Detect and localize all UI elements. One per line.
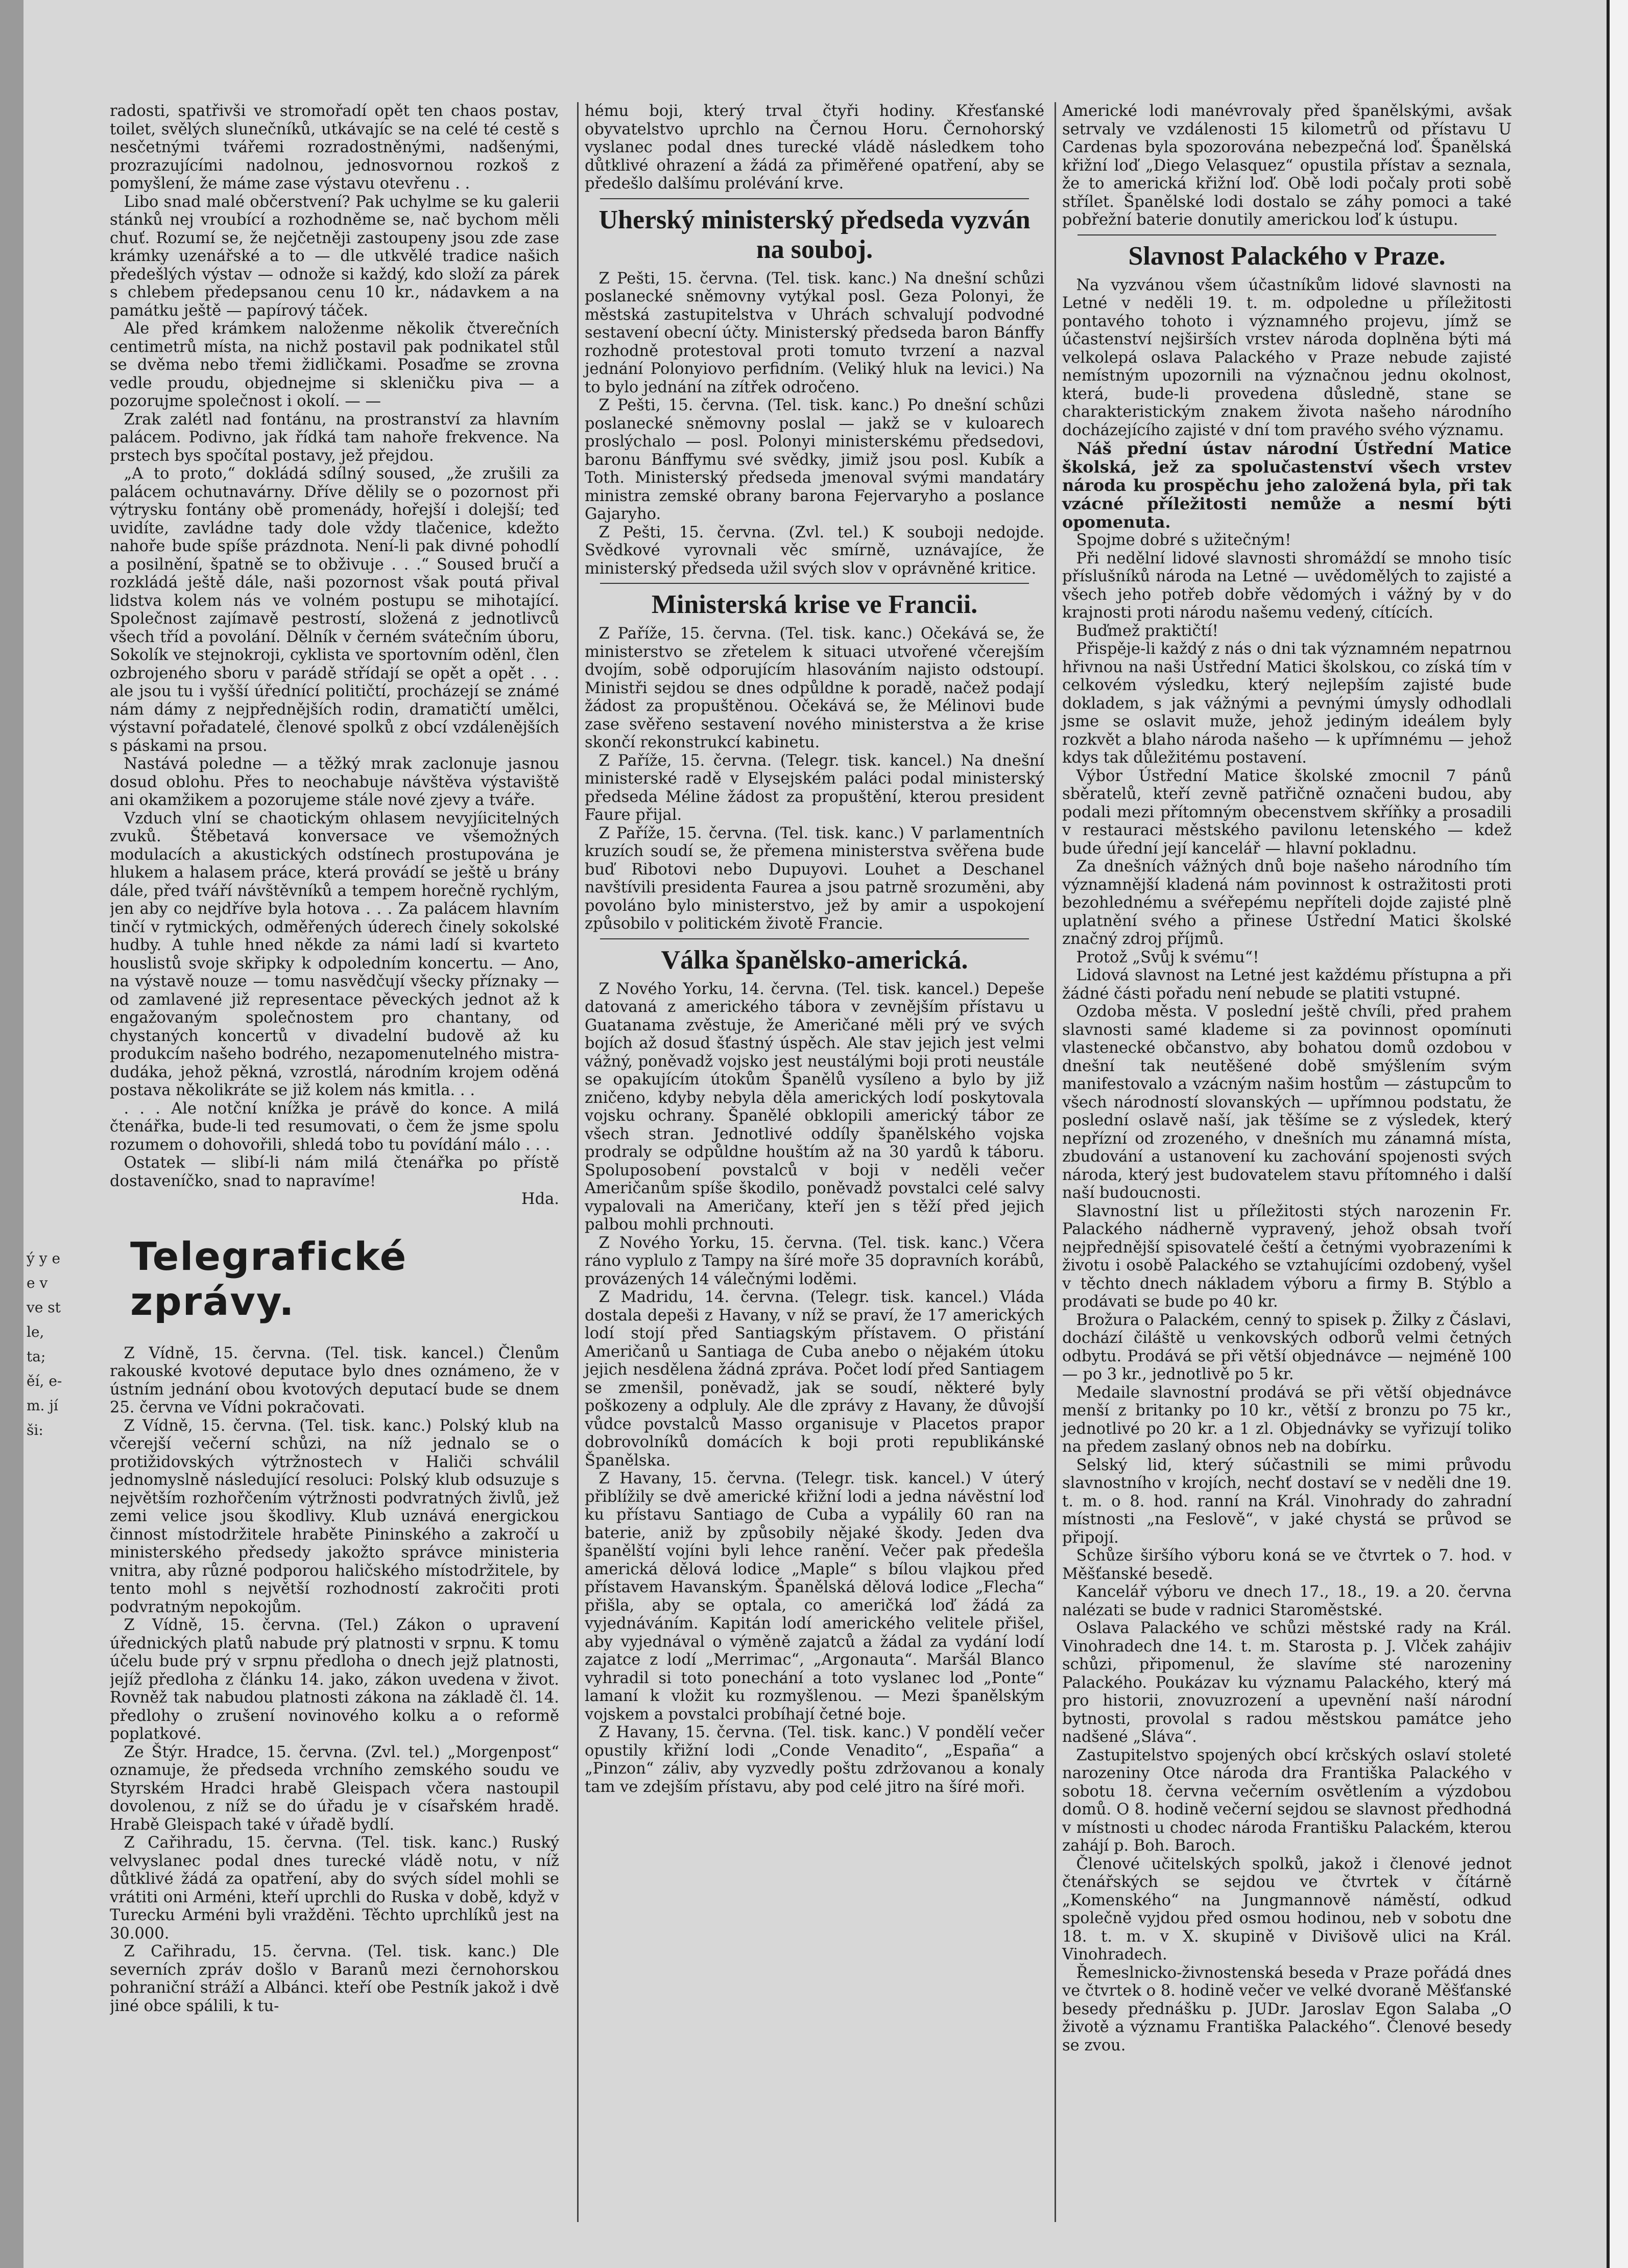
article-headline: Válka španělsko-americká. <box>661 945 968 975</box>
news-item: Z Havany, 15. června. (Telegr. tisk. kancel.) V úterý přiblížily se dvě americké křižní lodi a jedna návěstní loď ku přístavu Santiago de Cuba a vypálily 60 ran na baterie, aniž by způsobily nějaké škody. Jeden dva španělští vojíni byli lehce ranění. Večer pak předešla americká dělová lodice „Maple“ s bílou vlajkou před přístavem Havanským. Španělská dělová lodice „Flecha“ přišla, aby se optala, co američká loď žádá za vyjednáváním. Kapitán lodí amerického velitele přišel, aby vyjednával o výměně zajatců a žádal za vydání lodí zajatce z lodí „Merrimac“, „Argonauta“. Maršál Blanco vyhradil si toto ponechání a toto vyslanec lod „Ponte“ lamaní k vložit ku rozmyšlenou. — Mezi španělským vojskem a povstalci probíhají četné boje. <box>585 1470 1044 1723</box>
article-headline: Uherský ministerský předseda vyzván na souboj. <box>598 205 1031 264</box>
paragraph: Ostatek — slibí-li nám milá čtenářka po přístě dostaveníčko, snad to napravíme! <box>110 1154 559 1190</box>
scan-right-edge <box>1607 0 1628 2268</box>
divider <box>600 198 1029 199</box>
column-1 <box>110 102 559 2222</box>
news-item: Z Vídně, 15. června. (Tel.) Zákon o upravení úřednických platů nabude prý platnosti v srpnu. K tomu účelu bude prý v srpnu předloha o dnech jejž platnosti, jejíž předloha z článku 14. jako, zákon uvedena v život. Rovněž tak nabudou platnosti zákona na základě čl. 14. předlohy o zrušení novinového kolku a o reformě poplatkové. <box>110 1616 559 1743</box>
news-item: Z Pešti, 15. června. (Zvl. tel.) K souboji nedojde. Svědkové vyrovnali věc smírně, uznávajíce, že ministerský předseda užil svých slov v oprávněné kritice. <box>585 523 1044 578</box>
news-item: Kancelář výboru ve dnech 17., 18., 19. a 20. června nalézati se bude v radnici Staroměstské. <box>1062 1583 1512 1619</box>
news-item: Z Cařihradu, 15. června. (Tel. tisk. kanc.) Ruský velvyslanec podal dnes turecké vládě notu, v níž důtklivé žádá za opatření, aby do svých sídel mohli se vrátiti oni Arméni, kteří uprchli do Ruska v době, když v Turecku Arméni byli vražděni. Těchto uprchlíků jest na 30.000. <box>110 1834 559 1943</box>
divider <box>600 938 1029 939</box>
article-headline: Slavnost Palackého v Praze. <box>1128 241 1446 271</box>
paragraph: Americké lodi manévrovaly před španělskými, avšak setrvaly ve vzdálenosti 15 kilometrů od přístavu U Cardenas byla spozorována nebezpečná loď. Španělská křižní loď „Diego Velasquez“ opustila přístav a seznala, že to americká křižní loď. Obě lodi počaly proti sobě střílet. Španělské lodi dostalo se záhy pomoci a také pobřežní baterie donutily americkou loď k ústupu. <box>1062 102 1512 229</box>
news-item: Z Cařihradu, 15. června. (Tel. tisk. kanc.) Dle severních zpráv došlo v Baranů mezi černohorskou pohraniční stráží a Albánci. kteří obe Pestník jakož i dvě jiné obce spálili, k tu- <box>110 1943 559 2015</box>
margin-marks: ý y e e v ve st le, ta; ěí, e-m. jí ši: <box>27 1250 62 1438</box>
column-2 <box>577 102 1044 2222</box>
scan-left-edge <box>0 0 23 2268</box>
news-item: Oslava Palackého ve schůzi městské rady na Král. Vinohradech dne 14. t. m. Starosta p. J. Vlček zahájiv schůzi, připomenul, že slavíme sté narozeniny Palackého. Poukázav ku významu Palackého, který má pro historii, znovuzrození a upevnění naší národní bytnosti, provolal s radou městskou památce jeho nadšené „Sláva“. <box>1062 1619 1512 1746</box>
paragraph: Přispěje-li každý z nás o dni tak významném nepatrnou hřivnou na naši Ústřední Matici školskou, co získá tím v celkovém výsledku, který nejlepším zajisté bude dokladem, s jak vážnými a pevnými úmysly odhodlali jsme se oslavit muže, jehož jediným ideálem byly rozkvět a blaho národa našeho — k upřímnému — jehož kdys tak důležitému postavení. <box>1062 640 1512 767</box>
section-headline: Telegrafické zprávy. <box>130 1233 408 1324</box>
paragraph: Při nedělní lidové slavnosti shromáždí se mnoho tisíc příslušníků národa na Letné — uvědomělých to zajisté a všech jeho potřeb dobře vědomých i vážný by v do krajnosti proti národu našemu vedený, cítících. <box>1062 549 1512 622</box>
paragraph: Protož „Svůj k svému“! <box>1076 948 1259 966</box>
paragraph: Ale před krámkem naloženme několik čtverečních centimetrů místa, na nichž postavil pak podnikatel stůl se dvěma nebo třemi židličkami. Posaďme se zrovna vedle proudu, objednejme si skleničku piva — a pozorujme společnost i okolí. — — <box>110 320 559 410</box>
paragraph: Zrak zalétl nad fontánu, na prostranství za hlavním palácem. Podivno, jak řídká tam nahoře frekvence. Na prstech bys spočítal postavy, jež přejdou. <box>110 410 559 465</box>
highlighted-paragraph: Náš přední ústav národní Ústřední Matice školská, jež za spolučastenství všech vrstev národa ku prospěchu jeho založená byla, při tak vzácné příležitosti nemůže a nesmí býti opomenuta. <box>1062 439 1512 532</box>
divider <box>600 583 1029 584</box>
signature: Hda. <box>521 1190 559 1208</box>
news-item: Z Paříže, 15. června. (Tel. tisk. kanc.) Očekává se, že ministerstvo se zřetelem k situaci utvořené včerejším dvojím, sobě odporujícím hlasováním najisto odstoupí. Ministři sejdou se dnes odpůldne k poradě, načež podají žádost za propuštěnou. Očekává se, že Mélinovi bude zase svěřeno sestavení nového ministerstva a že krise skončí rekonstrukcí kabinetu. <box>585 625 1044 751</box>
news-item: Ze Štýr. Hradce, 15. června. (Zvl. tel.) „Morgenpost“ oznamuje, že předseda vrchního zemského soudu ve Styrském Hradci hrabě Gleispach včera nastoupil dovolenou, z níž se do úřadu je v císařském hradě. Hrabě Gleispach také v úřadě bydlí. <box>110 1743 559 1834</box>
news-item: Z Vídně, 15. června. (Tel. tisk. kanc.) Polský klub na včerejší večerní schůzi, na níž jednalo se o protižidovských výtržnostech v Haliči schválil jednomyslně následující resoluci: Polský klub odsuzuje s největším rozhořčením výtržnosti podvratných živlů, jež zemi velice jsou škodlivy. Klub uznává energickou činnost místodržitele hraběte Pininského a zakročí u ministerského předsedy jakožto správce ministeria vnitra, aby různé podporou haličského místodržitele, by tento mohl s největší rozhodností zakročiti proti podvratným nepokojům. <box>110 1416 559 1616</box>
article-headline: Ministerská krise ve Francii. <box>651 590 978 619</box>
news-item: Z Madridu, 14. června. (Telegr. tisk. kancel.) Vláda dostala depeši z Havany, v níž se praví, že 17 amerických lodí stojí před Santiagským přístavem. O přistání Američanů u Santiaga de Cuba anebo o nějakém útoku jejich nesdělena žádná zpráva. Počet lodí před Santiagem se zmenšil, poněvadž, jak se soudí, některé byly poškozeny a odpluly. Ale dle zprávy z Havany, že důvojší vůdce povstalců Masso organisuje v Placetos prapor dobrovolníků domácích k boji proti republikánské Španělska. <box>585 1288 1044 1470</box>
news-item: Z Pešti, 15. června. (Tel. tisk. kanc.) Po dnešní schůzi poslanecké sněmovny poslal — jakž se v kuloarech proslýchalo — posl. Polonyi ministerskému předsedovi, baronu Bánffymu své svědky, jimiž jsou posl. Kubík a Toth. Ministerský předseda jmenoval svými mandatáry ministra zemské obrany barona Fejervaryho a poslance Gajaryho. <box>585 396 1044 523</box>
news-item: Řemeslnicko-živnostenská beseda v Praze pořádá dnes ve čtvrtek o 8. hodině večer ve velké dvoraně Měšťanské besedy přednášku p. JUDr. Jaroslav Egon Salaba „O životě a významu Františka Palackého“. Členové besedy se zvou. <box>1062 1964 1512 2054</box>
paragraph: Výbor Ústřední Matice školské zmocnil 7 pánů sběratelů, kteří zevně patřičně označeni budou, aby podali mezi přítomným obecenstvem skříňky a prosadili v restauraci městského pavilonu letenského — kdež bude úřední její kancelář — hlavní pokladnu. <box>1062 767 1512 858</box>
news-item: Z Nového Yorku, 14. června. (Tel. tisk. kancel.) Depeše datovaná z amerického tábora v zevnějším přístavu u Guatanama zvěstuje, že Američané měli prý ve svých bojích až dosud šťastný úspěch. Ale stav jejich jest velmi vážný, poněvadž vojsko jest neustálými boji proti neustále se opakujícím útokům Španělů vysíleno a bylo by již zničeno, kdyby nebyla děla amerických lodí poskytovala vojsku ochrany. Španělé obklopili americký tábor ze všech stran. Jednotlivé oddíly španělského vojska prodraly se odpůldne houštím až na 30 yardů k táboru. Spoluposobení povstalců v boji v neděli večer Američanům spíše škodilo, poněvadž povstalci celé salvy vypalovali na Američany, kteří jen s těží před jejich palbou mohli prchnouti. <box>585 980 1044 1234</box>
news-item: Z Paříže, 15. června. (Tel. tisk. kanc.) V parlamentních kruzích soudí se, že přemena ministerstva svěřena bude buď Ribotovi nebo Dupuyovi. Louhet a Deschanel navštívili presidenta Faurea a jsou patrně srozuměni, aby povoláno bylo ministerstvo, jež by amir a uspokojení způsobilo v politickém životě Francie. <box>585 824 1044 933</box>
paragraph: Buďmež praktičtí! <box>1076 622 1218 640</box>
news-item: Brožura o Palackém, cenný to spisek p. Žilky z Čáslavi, dochází čiláště u venkovských odborů velmi četných odbytu. Prodává se při větší objednávce — nejméně 100 — po 3 kr., jednotlivě po 5 kr. <box>1062 1311 1512 1383</box>
paragraph: Vzduch vlní se chaotickým ohlasem nevyjíicitelných zvuků. Štěbetavá konversace ve všemožných modulacích a akustických odstínech prostupována je hlukem a halasem práce, která provádí se ještě u brány dále, před tváří návštěvníků a tempem horečně rychlým, jen aby co nejdříve byla hotova . . . Za palácem hlavním tinčí v rytmických, odměřených úderech činely sokolské hudby. A tuhle hned někde za námi ladí si kvarteto houslistů svoje skřipky k odpoledním koncertu. — Ano, na výstavě nouze — tomu nasvědčují všecky příznaky — od zamlavené již representace pěveckých jednot až k engažovaným společnostem pro chantany, od chystaných koncertů v divadelní budově až ku produkcím našeho bodrého, nezapomenutelného mistra-dudáka, jehož pěkná, vzrostlá, národním krojem oděná postava několikráte se již kolem nás kmitla. . . <box>110 809 559 1099</box>
news-item: Z Havany, 15. června. (Tel. tisk. kanc.) V pondělí večer opustily křižní lodi „Conde Venadito“, „España“ a „Pinzon“ záliv, aby vyzvedly poštu zdržovanou a konaly tam ve zdejším přístavu, aby pod celé jitro na šíré moři. <box>585 1723 1044 1796</box>
paragraph: hému boji, který trval čtyři hodiny. Křesťanské obyvatelstvo uprchlo na Černou Horu. Černohorský vyslanec podal dnes turecké vládě následkem toho důtklivé ohrazení a žádá za přiměřené opatření, aby se předešlo dalšímu prolévání krve. <box>585 102 1044 193</box>
paragraph: Spojme dobré s užitečným! <box>1076 531 1291 549</box>
news-item: Schůze širšího výboru koná se ve čtvrtek o 7. hod. v Měšťanské besedě. <box>1062 1547 1512 1583</box>
column-3 <box>1055 102 1512 2222</box>
news-item: Ozdoba města. V poslední ještě chvíli, před prahem slavnosti samé klademe si za povinnost opomínuti vlastenecké občanstvo, aby bohatou domů ozdobou v dnešní tak neutěšené době smýšlením svým manifestovalo a vzácným našim hostům — zástupcům to všech národností slovanských — upřímnou podstatu, že poslední oslavě naší, jak těšíme se z výsledek, který nepřízní od zrozeného, v dnešních mu zánamná místa, zbudování a ustanovení ku zachování spojenosti svých národa, který jest budovatelem stavu přítomného i další naší budoucnosti. <box>1062 1003 1512 1202</box>
news-item: Z Pešti, 15. června. (Tel. tisk. kanc.) Na dnešní schůzi poslanecké sněmovny vytýkal posl. Geza Polonyi, že městská zastupitelstva v Uhrách schvalují podvodné sestavení obecní účty. Ministerský předseda baron Bánffy rozhodně protestoval proti tomuto tvrzení a nazval jednání Polonyiovo perfidním. (Veliký hluk na levici.) Na to bylo jednání na zítřek odročeno. <box>585 269 1044 396</box>
paragraph: radosti, spatřivši ve stromořadí opět ten chaos postav, toilet, svělých slunečníků, utkávajíc se na celé té cestě s nesčetnými tvářemi rozradostněnými, nadšenými, prozrazujícími nadolnou, jednosvornou rozkoš z pomyšlení, že máme zase výstavu otevřenu . . <box>110 102 559 193</box>
paragraph: Lidová slavnost na Letné jest každému přístupna a při žádné části pořadu není nebude se platiti vstupné. <box>1062 966 1512 1003</box>
news-item: Medaile slavnostní prodává se při větší objednávce menší z britanky po 10 kr., větší z bronzu po 75 kr., jednotlivé po 20 kr. a 1 zl. Objednávky se vyřizují toliko na předem zaslaný obnos neb na dobírku. <box>1062 1383 1512 1456</box>
news-item: Zastupitelstvo spojených obcí krčských oslaví stoleté narozeniny Otce národa dra Františka Palackého v sobotu 18. června večerním osvětlením a výzdobou domů. O 8. hodině večerní sejdou se slavnost předhodná v místnosti u chodec národa Františku Palackém, kterou zahájí p. Boh. Baroch. <box>1062 1746 1512 1855</box>
news-item: Selský lid, který súčastnili se mimi průvodu slavnostního v krojích, nechť dostaví se v neděli dne 19. t. m. o 8. hod. ranní na Král. Vinohrady do zahradní místnosti „na Feslově“, v jaké chystá se průvod se připojí. <box>1062 1456 1512 1547</box>
news-item: Z Nového Yorku, 15. června. (Tel. tisk. kanc.) Včera ráno vyplulo z Tampy na šíré moře 35 dopravních korábů, provázených 14 válečnými loděmi. <box>585 1234 1044 1288</box>
news-item: Členové učitelských spolků, jakož i členové jednot čtenářských se sejdou ve čtvrtek v čítárně „Komenského“ na Jungmannově náměstí, odkud společně vyjdou před osmou hodinou, neb v sobotu dne 18. t. m. v X. skupině v Divišově ulici na Král. Vinohradech. <box>1062 1855 1512 1964</box>
paragraph: Na vyzvánou všem účastníkům lidové slavnosti na Letné v neděli 19. t. m. odpoledne u příležitosti pontavého tohoto i významného projevu, jímž se účastenství nejširších vrstev národa doplněna býti má velkolepá oslava Palackého v Praze nebude zajisté nemístným upozornili na význačnou jednu okolnost, která, bude-li provedena důsledně, stane se charakteristickým znakem života našeho národního docházejícího zajisté v dní tom pravého svého významu. <box>1062 276 1512 439</box>
paragraph: „A to proto,“ dokládá sdílný soused, „že zrušili za palácem ochutnavárny. Dříve dělily se o pozornost při výtrysku fontány obě promenády, hořejší i dolejší; teď uvidíte, zavládne tady dole vždy tlačenice, kdežto nahoře bude spíše prázdnota. Není-li pak divné pohodlí a posilnění, špatně se to obživuje . . .“ Soused bručí a rozkládá ještě dále, naši pozornost však poutá přival lidstva kolem nás ve volném postupu se mihotající. Společnost zajímavě pestrostí, složená z jednotlivců všech tříd a povolání. Dělník v černém svátečním úboru, Sokolík ve stejnokroji, cyklista ve sportovním oděnl, člen ozbrojeného sboru v parádě střídají se opět a opět . . . ale jsou tu i vyšší úřednící političtí, procházejí se známé nám dámy z nejpřednějších rodin, dramatičtí umělci, výstavní pořadatelé, členové spolků z obcí vzdálenějších s páskami na prsou. <box>110 465 559 755</box>
divider <box>1078 234 1496 235</box>
news-item: Slavnostní list u příležitosti stých narozenin Fr. Palackého nádherně vypravený, jehož obsah tvoří nejpřednější spisovatelé čeští a četnými vyobrazeními k životu i osobě Palackého se vztahujícími ozdobený, vyšel v těchto dnech nákladem výboru a firmy B. Stýblo a prodávati se bude po 40 kr. <box>1062 1202 1512 1311</box>
paragraph: Za dnešních vážných dnů boje našeho národního tím významnější kladená nám povinnost k ostražitosti proti bezohlednému a svéřepému nepříteli dojde zajisté plně uplatnění svého a přinese Ústřední Matici školské značný zdroj příjmů. <box>1062 858 1512 948</box>
paragraph: Libo snad malé občerstvení? Pak uchylme se ku galerii stánků nej vroubící a rozhodněme se, nač bychom měli chuť. Rozumí se, že nejčetněji zastoupeny jsou zde zase krámky uzenářské a to — dle utkvělé tradice našich předešlých výstav — odnože si každý, kdo složí za párek s chlebem předepsanou cenu 10 kr., nádavkem a na památku ještě — papírový táček. <box>110 193 559 320</box>
paragraph: Nastává poledne — a těžký mrak zaclonuje jasnou dosud oblohu. Přes to neochabuje návštěva výstaviště ani okamžikem a pozorujeme stále nové zjevy a tváře. <box>110 755 559 809</box>
news-item: Z Paříže, 15. června. (Telegr. tisk. kancel.) Na dnešní ministerské radě v Elysejském paláci podal ministerský předseda Méline žádost za propuštění, kterou president Faure přijal. <box>585 751 1044 824</box>
news-item: Z Vídně, 15. června. (Tel. tisk. kancel.) Členům rakouské kvotové deputace bylo dnes oznámeno, že v ústním jednání obou kvotových deputací bude se dnem 25. června ve Vídni pokračovati. <box>110 1344 559 1416</box>
paragraph: . . . Ale notční knížka je právě do konce. A milá čtenářka, bude-li ted resumovati, o čem že jsme spolu rozumem o dohovořili, shledá tobo tu povídání málo . . . <box>110 1099 559 1154</box>
